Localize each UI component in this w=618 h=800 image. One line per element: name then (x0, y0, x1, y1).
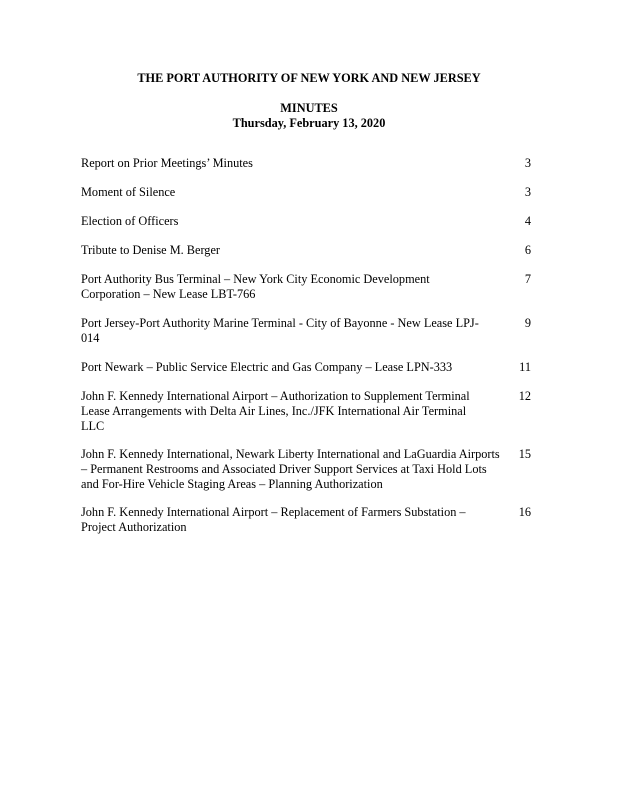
toc-entry-title (81, 272, 501, 302)
toc-entry-line: Election of Officers (81, 214, 179, 228)
toc-entry-title (81, 316, 501, 346)
toc-entry (81, 389, 531, 434)
toc-page-number: 15 (518, 447, 531, 461)
toc-entry-title (81, 243, 501, 258)
toc-entry (81, 185, 531, 200)
toc-page-number: 4 (524, 214, 531, 228)
toc-entry (81, 505, 531, 535)
toc-page-number: 3 (524, 156, 531, 170)
table-of-contents (81, 156, 531, 535)
toc-entry-line: Moment of Silence (81, 185, 176, 199)
toc-entry (81, 243, 531, 258)
minutes-heading: MINUTES (280, 101, 338, 115)
toc-entry-line: John F. Kennedy International, Newark Liberty International and LaGuardia Airports (81, 447, 500, 461)
toc-entry (81, 447, 531, 492)
toc-entry-line: Lease Arrangements with Delta Air Lines, Inc./JFK International Air Terminal (81, 404, 467, 418)
toc-page-number: 9 (524, 316, 531, 330)
toc-page-number: 6 (524, 243, 531, 257)
toc-entry-title (81, 389, 501, 434)
toc-entry-line: Port Authority Bus Terminal – New York City Economic Development (81, 272, 430, 286)
toc-entry-line: Corporation – New Lease LBT-766 (81, 287, 256, 301)
toc-page-number: 12 (518, 389, 531, 403)
toc-entry-line: Port Jersey-Port Authority Marine Terminal - City of Bayonne - New Lease LPJ- (81, 316, 479, 330)
toc-entry-title (81, 156, 501, 171)
toc-entry-line: Tribute to Denise M. Berger (81, 243, 221, 257)
toc-entry (81, 156, 531, 171)
toc-entry (81, 316, 531, 346)
toc-entry-line: Project Authorization (81, 520, 187, 534)
toc-entry-title (81, 185, 501, 200)
toc-entry-line: and For-Hire Vehicle Staging Areas – Planning Authorization (81, 477, 383, 491)
toc-entry-line: 014 (81, 331, 100, 345)
toc-entry-line: John F. Kennedy International Airport – Replacement of Farmers Substation – (81, 505, 466, 519)
toc-page-number: 7 (524, 272, 531, 286)
toc-entry-title (81, 360, 501, 375)
toc-page-number: 11 (519, 360, 531, 374)
toc-entry-line: John F. Kennedy International Airport – Authorization to Supplement Terminal (81, 389, 470, 403)
toc-entry (81, 360, 531, 375)
toc-entry-title (81, 214, 501, 229)
toc-entry-line: – Permanent Restrooms and Associated Driver Support Services at Taxi Hold Lots (81, 462, 487, 476)
toc-page-number: 16 (518, 505, 531, 519)
toc-entry-title (81, 447, 501, 492)
toc-entry-line: Port Newark – Public Service Electric and Gas Company – Lease LPN-333 (81, 360, 453, 374)
toc-entry (81, 214, 531, 229)
toc-entry-line: LLC (81, 419, 105, 433)
meeting-date: Thursday, February 13, 2020 (232, 116, 386, 130)
toc-entry (81, 272, 531, 302)
toc-entry-line: Report on Prior Meetings’ Minutes (81, 156, 253, 170)
toc-page-number: 3 (524, 185, 531, 199)
document-title: THE PORT AUTHORITY OF NEW YORK AND NEW JERSEY (137, 71, 481, 85)
toc-entry-title (81, 505, 501, 535)
